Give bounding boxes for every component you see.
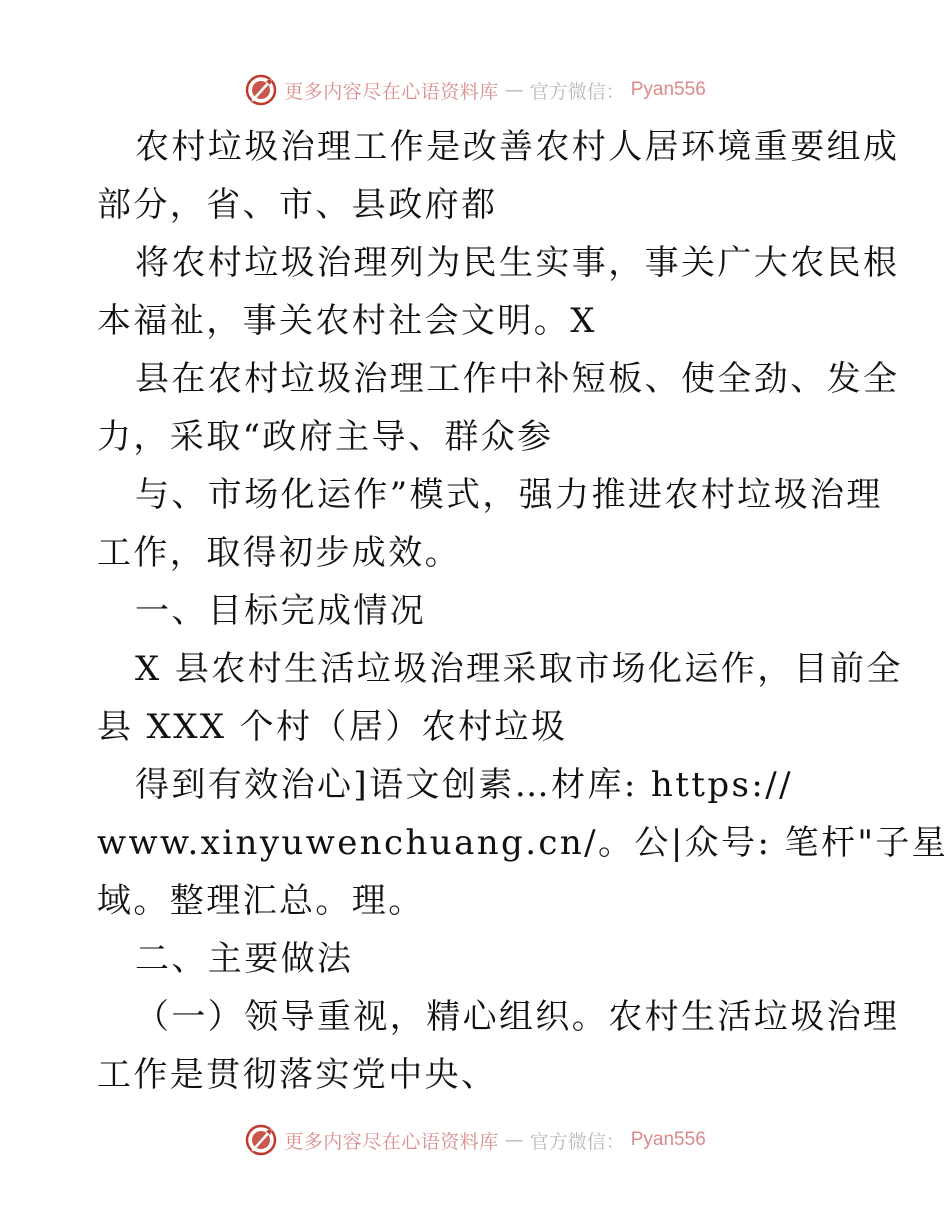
watermark-official-label: 官方微信： [529,80,625,103]
section-heading: 二、主要做法 [135,939,354,979]
body-line: X 县农村生活垃圾治理采取市场化运作，目前全 [135,649,903,689]
body-line: 部分，省、市、县政府都 [97,185,498,225]
body-line: 县在农村垃圾治理工作中补短板、使全劲、发全 [135,359,900,399]
body-line: 本福祉，事关农村社会文明。X [97,301,597,341]
watermark-wechat-id: Pyan556 [630,79,706,100]
body-line: 将农村垃圾治理列为民生实事，事关广大农民根 [135,243,900,283]
watermark-separator: — [504,79,524,101]
section-heading: 一、目标完成情况 [135,591,427,631]
body-line: 农村垃圾治理工作是改善农村人居环境重要组成 [135,127,900,167]
body-line: 工作是贯彻落实党中央、 [97,1055,498,1095]
header-watermark [0,70,950,110]
watermark-wechat-id: Pyan556 [630,1129,706,1150]
document-body [97,118,949,1104]
body-line: 力，采取“政府主导、群众参 [97,417,554,457]
body-line: （一）领导重视，精心组织。农村生活垃圾治理 [135,997,900,1037]
watermark-official-label: 官方微信： [529,1130,625,1153]
body-line: www.xinyuwenchuang.cn/。公|众号: 笔杆"子星 [97,823,949,863]
watermark-separator: — [504,1129,524,1151]
body-line: 域。整理汇总。理。 [97,881,425,921]
footer-watermark [0,1120,950,1160]
watermark-site-text: 更多内容尽在心语资料库 [284,1130,499,1153]
watermark-site-text: 更多内容尽在心语资料库 [284,80,499,103]
quill-seal-icon [244,73,278,107]
body-line: 与、市场化运作”模式，强力推进农村垃圾治理 [135,475,883,515]
body-line: 县 XXX 个村（居）农村垃圾 [97,707,568,747]
body-line: 得到有效治心]语文创素…材库: https:// [135,765,793,805]
body-line: 工作，取得初步成效。 [97,533,461,573]
quill-seal-icon [244,1123,278,1157]
